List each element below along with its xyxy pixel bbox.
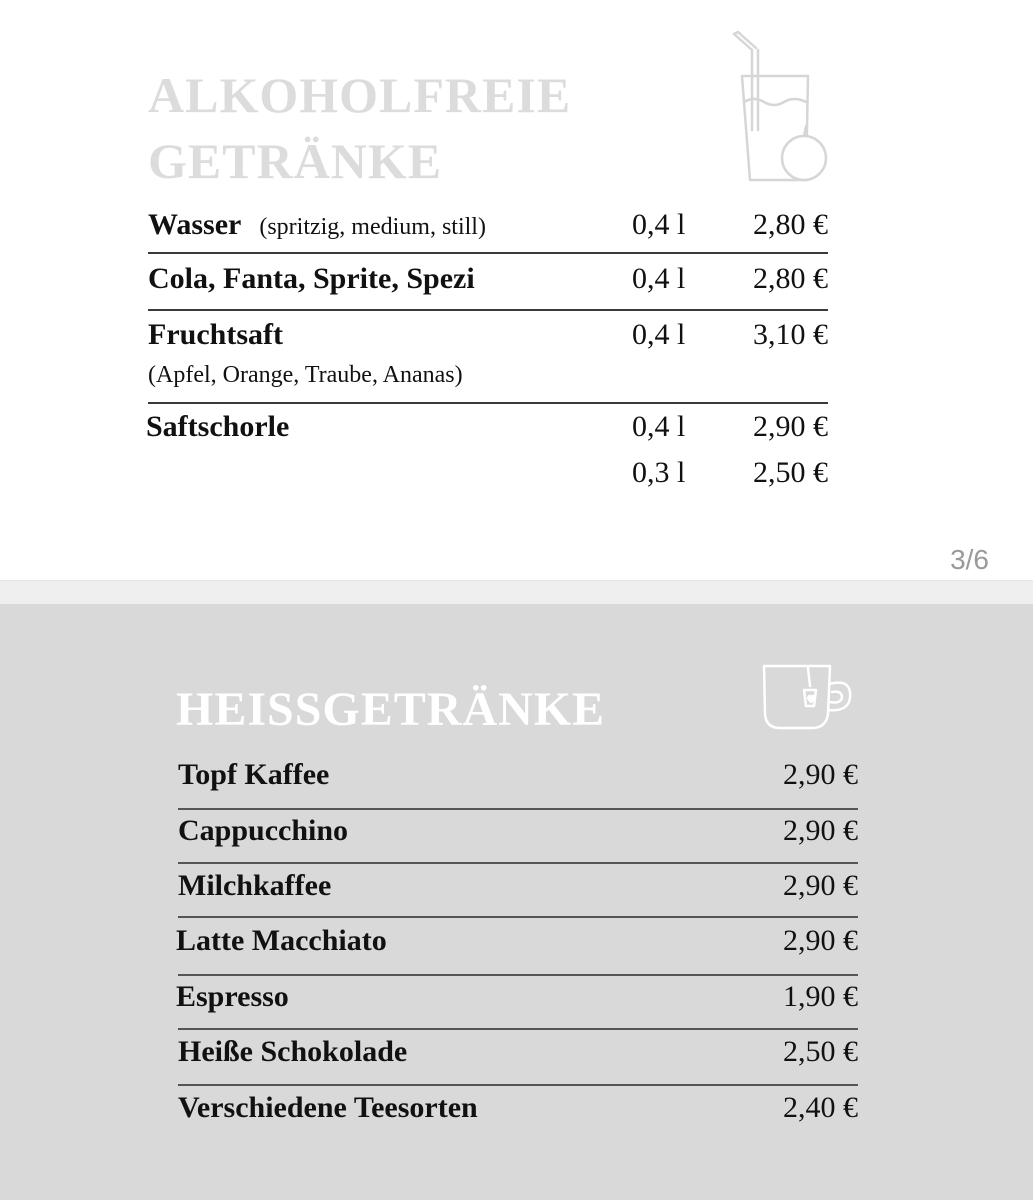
divider bbox=[178, 862, 858, 864]
item-volume: 0,4 l bbox=[632, 208, 686, 241]
section-title-cold-drinks: ALKOHOLFREIE GETRÄNKE bbox=[148, 67, 572, 189]
item-price: 2,90 € bbox=[783, 924, 858, 957]
item-name: Cappucchino bbox=[178, 814, 349, 847]
item-price: 2,40 € bbox=[783, 1091, 858, 1124]
item-price: 1,90 € bbox=[783, 980, 858, 1013]
page-separator bbox=[0, 580, 1033, 605]
item-price: 2,50 € bbox=[783, 1035, 858, 1068]
item-price: 2,50 € bbox=[753, 456, 828, 489]
item-volume: 0,4 l bbox=[632, 262, 686, 295]
item-name: Fruchtsaft bbox=[148, 318, 283, 351]
divider bbox=[178, 916, 858, 918]
menu-item bbox=[176, 924, 858, 964]
menu-page-hot-drinks bbox=[0, 604, 1033, 1200]
item-name: Cola, Fanta, Sprite, Spezi bbox=[148, 262, 475, 295]
item-price: 2,80 € bbox=[753, 262, 828, 295]
item-price: 2,90 € bbox=[783, 758, 858, 791]
item-name-text: Wasser bbox=[148, 208, 242, 241]
item-price: 2,90 € bbox=[783, 814, 858, 847]
divider bbox=[148, 309, 828, 311]
divider bbox=[178, 808, 858, 810]
item-price: 2,90 € bbox=[753, 410, 828, 443]
menu-item bbox=[148, 318, 828, 398]
menu-item bbox=[178, 1035, 858, 1075]
glass-with-apple-icon bbox=[728, 28, 832, 186]
page-indicator: 3/6 bbox=[950, 544, 989, 575]
menu-item bbox=[178, 758, 858, 798]
item-name: Saftschorle bbox=[146, 410, 290, 443]
menu-item bbox=[178, 869, 858, 909]
item-name: Heiße Schokolade bbox=[178, 1035, 408, 1068]
divider bbox=[148, 252, 828, 254]
menu-item bbox=[146, 410, 828, 450]
menu-item bbox=[148, 262, 828, 302]
tea-cup-icon bbox=[758, 656, 858, 732]
divider bbox=[148, 402, 828, 404]
item-price: 3,10 € bbox=[753, 318, 828, 351]
item-name bbox=[148, 208, 486, 242]
menu-page-cold-drinks bbox=[0, 0, 1033, 580]
item-price: 2,90 € bbox=[783, 869, 858, 902]
section-title-hot-drinks: HEISSGETRÄNKE bbox=[176, 683, 606, 736]
item-volume: 0,4 l bbox=[632, 318, 686, 351]
menu-item bbox=[178, 814, 858, 854]
divider bbox=[178, 974, 858, 976]
item-note: (Apfel, Orange, Traube, Ananas) bbox=[148, 362, 463, 388]
item-volume: 0,3 l bbox=[632, 456, 686, 489]
item-name: Latte Macchiato bbox=[176, 924, 387, 957]
menu-item bbox=[176, 980, 858, 1020]
item-volume: 0,4 l bbox=[632, 410, 686, 443]
menu-item bbox=[146, 456, 828, 496]
divider bbox=[178, 1084, 858, 1086]
menu-item bbox=[178, 1091, 858, 1131]
item-name: Milchkaffee bbox=[178, 869, 332, 902]
item-note: (spritzig, medium, still) bbox=[259, 214, 486, 240]
item-name: Verschiedene Teesorten bbox=[178, 1091, 478, 1124]
menu-item bbox=[148, 208, 828, 248]
divider bbox=[178, 1028, 858, 1030]
item-name: Espresso bbox=[176, 980, 289, 1013]
item-price: 2,80 € bbox=[753, 208, 828, 241]
item-name: Topf Kaffee bbox=[178, 758, 330, 791]
